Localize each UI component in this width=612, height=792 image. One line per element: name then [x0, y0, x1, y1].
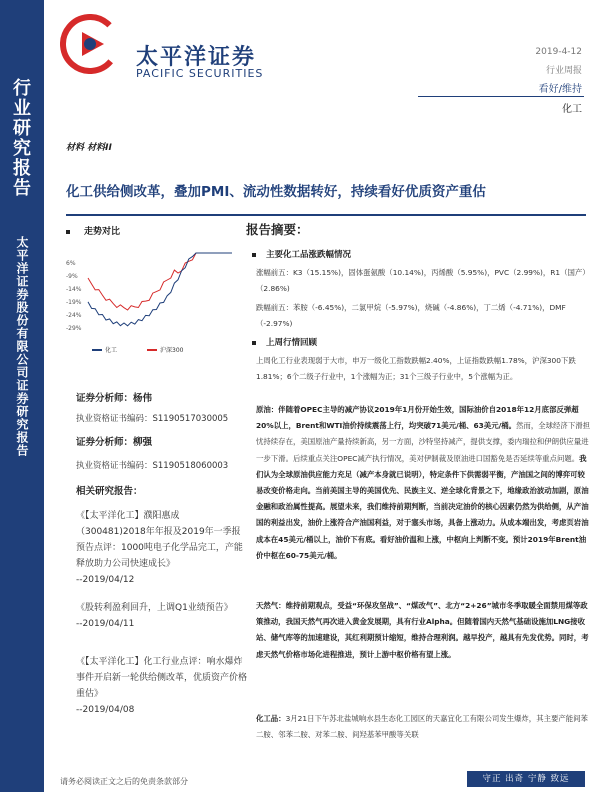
y-tick-label: -14% [66, 286, 82, 293]
related-report-1[interactable]: 《【太平洋化工】濮阳惠成（300481)2018年年报及2019年一季报预告点评：1000吨电子化学品完工，产能释放助力公司快速成长》 --2019/04/12 [76, 511, 243, 585]
bullet-square-icon [252, 341, 256, 345]
brand-name-en: PACIFIC SECURITIES [136, 67, 264, 80]
report-rating: 看好/维持 [538, 84, 582, 95]
footer-disclaimer: 请务必阅读正文之后的免责条款部分 [60, 777, 188, 786]
report-date: 2019-4-12 [535, 47, 582, 57]
oil-paragraph: 原油：伴随着OPEC主导的减产协议2019年1月份开始生效，国际油价自2018年12月底部反弹超20%以上，Brent和WTI油价持续震荡上行，均突破71美元/桶、63美元/桶。然而，全球经济下滑担忧持续存在，美国原油产量持续新高，另一方面，沙特坚持减产，提供支撑，委内瑞拉和伊朗供应量进一步下滑。后续重点关注OPEC减产执行情况，美对伊制裁及原油进口国豁免是否延续等重点问题。我们认为全球原油供应能力充足（减产本身就已说明），特定条件下供需弱平衡，产油国之间的博弈可较易改变价格走向。当前美国主导的美国优先、民族主义、逆全球化背景之下，地缘政治波动加剧，原油金融和政治属性提高。展望未来，我们维持前期判断，当前决定油价的核心因素仍然为供给侧，从产油国的利益出发，油价上涨符合产油国利益，对于塞头市场，具备上涨动力。从成本端出发，考虑页岩油成本在45美元/桶以上，油价下有底。看好油价温和上涨，中枢向上判断不变。预计2019年Brent油价中枢在60-75美元/桶。 [256, 405, 590, 560]
price-down-text: 跌幅前五：苯胺（-6.45%)，二氯甲烷（-5.97%)，烧碱（-4.86%)，丁二烯（-4.71%)，DMF（-2.97%) [256, 303, 566, 329]
y-tick-label: -29% [66, 325, 82, 332]
footer-motto: 守正 出奇 宁静 致远 [467, 771, 585, 787]
report-sector: 化工 [562, 104, 582, 115]
bullet-square-icon [252, 253, 256, 257]
related-report-3[interactable]: 《【太平洋化工】化工行业点评：响水爆炸事件开启新一轮供给侧改革，优质资产价格重估》 --2019/04/08 [76, 657, 248, 715]
analyst-1-cert: 执业资格证书编码：S1190517030005 [76, 414, 229, 424]
price-up-text: 涨幅前五：K3（15.15%)，固体蛋氨酸（10.14%)，丙烯酸（5.95%)，PVC（2.99%)，R1（国产）（2.86%) [256, 268, 590, 294]
summary-heading: 报告摘要： [246, 222, 309, 237]
title-rule [66, 214, 586, 216]
legend-label: 化工 [105, 347, 118, 354]
header-divider [418, 96, 584, 97]
bullet-square-icon [66, 230, 70, 234]
y-tick-label: -19% [66, 299, 82, 306]
sidebar-report-label: 行业研究报告 [10, 78, 31, 198]
y-tick-label: 6% [66, 260, 76, 267]
related-report-2[interactable]: 《股转利盈利回升，上调Q1业绩预告》 --2019/04/11 [76, 603, 233, 629]
chem-paragraph: 化工品：3月21日下午苏北盐城响水县生态化工园区的天嘉宜化工有限公司发生爆炸，其主要产能间苯二胺、邻苯二胺、对苯二胺、间羟基苯甲酸等关联 [256, 714, 588, 740]
market-review-text: 上周化工行业表现弱于大市，申万一级化工指数跌幅2.40%，上证指数跌幅1.78%，沪深300下跌1.81%；6个二级子行业中，1个涨幅为正；31个三级子行业中，5个涨幅为正。 [256, 356, 576, 382]
section-price-changes-title: 主要化工品涨跌幅情况 [252, 248, 351, 260]
page-title: 化工供给侧改革，叠加PMI、流动性数据转好，持续看好优质资产重估 [66, 184, 486, 200]
related-reports-heading: 相关研究报告： [76, 486, 143, 497]
section-market-review-title: 上周行情回顾 [252, 336, 317, 348]
legend-label: 沪深300 [160, 347, 184, 354]
trend-heading: 走势对比 [66, 224, 120, 237]
gas-paragraph: 天然气：维持前期观点，受益“环保攻坚战”、“煤改气”、北方“2+26”城市冬季取暖全面禁用煤等政策推动，我国天然气再次进入黄金发展期，具有行业Alpha。但随着国内天然气基础设施加LNG接收站、储气库等的加速建设，其红利期预计缩短，维持合理利润。越早投产，越具有先发优势。同时，考虑天然气价格市场化进程推进，预计上游中枢价格有望上涨。 [256, 601, 589, 659]
sidebar-company-label: 太平洋证券股份有限公司证券研究报告 [15, 236, 29, 457]
y-tick-label: -9% [66, 273, 78, 280]
y-tick-label: -24% [66, 312, 82, 319]
brand-name-cn: 太平洋证券 [136, 45, 257, 70]
analyst-2-cert: 执业资格证书编码：S1190518060003 [76, 461, 229, 471]
trend-chart [66, 243, 236, 358]
report-type: 行业周报 [545, 66, 582, 76]
series-line-hs300 [88, 253, 232, 310]
analyst-1-name: 证券分析师：杨伟 [76, 393, 153, 404]
analyst-2-name: 证券分析师：柳强 [76, 437, 153, 448]
category-label: 材料 材料II [66, 143, 112, 153]
company-logo-icon [60, 14, 120, 74]
